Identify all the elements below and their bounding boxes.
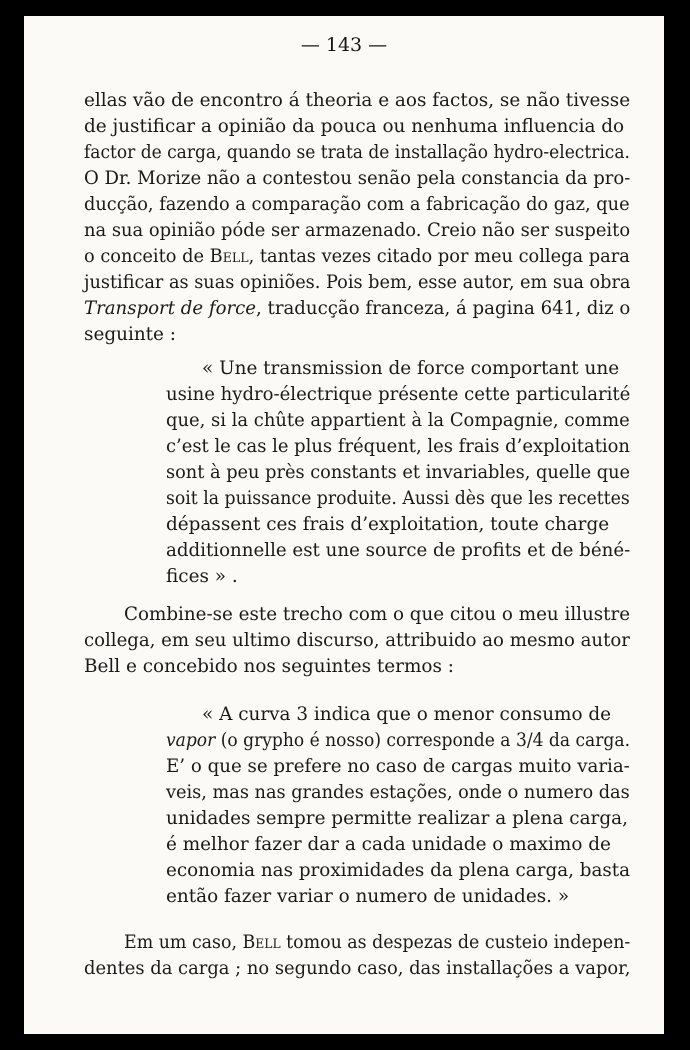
quote-line: dépassent ces frais d’exploitation, toute charge xyxy=(166,514,610,535)
quote-line: veis, mas nas grandes estações, onde o numero das xyxy=(166,782,630,803)
text-line: O Dr. Morize não a contestou senão pela constancia da pro- xyxy=(84,168,631,189)
text-segment: o conceito de xyxy=(84,246,210,267)
text-segment: (o grypho é nosso) corresponde a 3/4 da carga. xyxy=(215,730,631,751)
quote-line: c’est le cas le plus fréquent, les frais d’exploitation xyxy=(166,436,630,457)
book-title: Transport de force xyxy=(84,298,257,319)
quote-line: soit la puissance produite. Aussi dès que les recettes xyxy=(166,488,630,509)
quote-line: unidades sempre permitte realizar a plena carga, xyxy=(166,808,628,829)
author-name: Bell xyxy=(242,932,281,953)
text-segment: Em um caso, xyxy=(124,932,243,953)
text-line: de justificar a opinião da pouca ou nenhuma influencia do xyxy=(84,116,625,137)
quote-line: « Une transmission de force comportant une xyxy=(202,358,620,379)
quote-line: sont à peu près constants et invariables, quelle que xyxy=(166,462,631,483)
text-line: ellas vão de encontro á theoria e aos factos, se não tivesse xyxy=(84,90,631,111)
text-segment: tomou as despezas de custeio indepen- xyxy=(280,932,631,953)
text-line: justificar as suas opiniões. Pois bem, esse autor, em sua obra xyxy=(84,272,631,293)
text-segment: , tantas vezes citado por meu collega para xyxy=(248,246,630,267)
emphasis-word: vapor xyxy=(166,730,216,751)
text-line xyxy=(84,244,630,270)
author-name: Bell xyxy=(209,246,249,267)
quote-line: economia nas proximidades da plena carga, basta xyxy=(166,860,631,881)
quote-line xyxy=(166,728,630,754)
text-line: na sua opinião póde ser armazenado. Creio não ser suspeito xyxy=(84,220,631,241)
text-line: Combine-se este trecho com o que citou o meu illustre xyxy=(124,604,631,625)
quote-line: é melhor fazer dar a cada unidade o maximo de xyxy=(166,834,611,855)
text-line: Bell e concebido nos seguintes termos : xyxy=(84,656,454,677)
quote-line: então fazer variar o numero de unidades. » xyxy=(166,886,570,907)
quote-line: « A curva 3 indica que o menor consumo de xyxy=(202,704,612,725)
quote-line: additionnelle est une source de profits et de béné- xyxy=(166,540,631,561)
text-line: seguinte : xyxy=(84,324,176,345)
text-segment: , traducção franceza, á pagina 641, diz o xyxy=(256,298,631,319)
quote-line: usine hydro-électrique présente cette particularité xyxy=(166,384,631,405)
quote-line: que, si la chûte appartient à la Compagnie, comme xyxy=(166,410,630,431)
quote-line: E’ o que se prefere no caso de cargas muito varia- xyxy=(166,756,630,777)
document-page xyxy=(24,16,664,1034)
page-number: — 143 — xyxy=(300,34,388,56)
text-line: dentes da carga ; no segundo caso, das installações a vapor, xyxy=(84,958,631,979)
text-line: ducção, fazendo a comparação com a fabricação do gaz, que xyxy=(84,194,630,215)
text-line xyxy=(84,296,630,322)
text-line: factor de carga, quando se trata de installação hydro-electrica. xyxy=(84,142,630,163)
text-line xyxy=(124,930,630,956)
text-line: collega, em seu ultimo discurso, attribuido ao mesmo autor xyxy=(84,630,630,651)
quote-line: fices » . xyxy=(166,566,238,587)
